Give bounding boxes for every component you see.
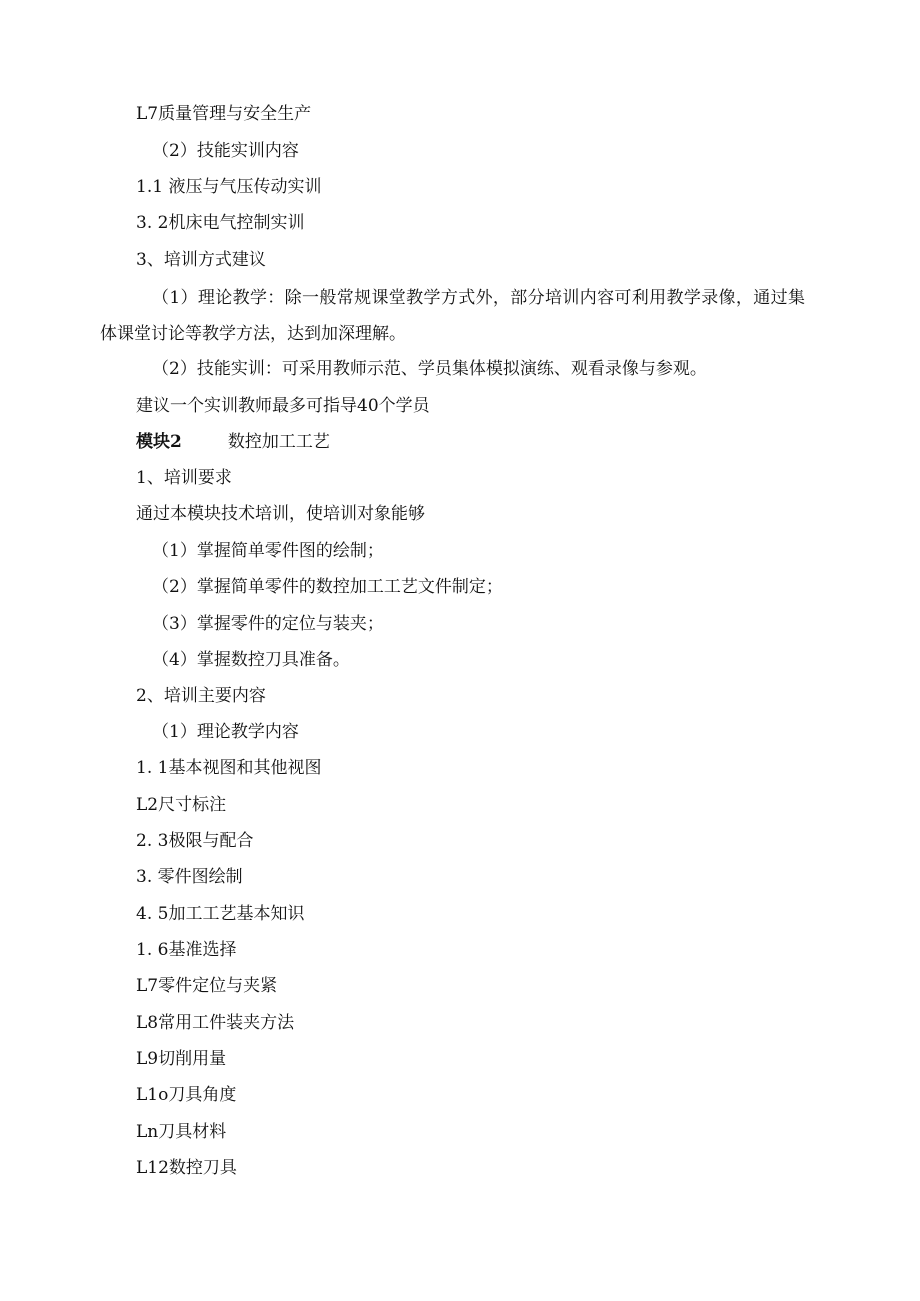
module-label: 模块2 xyxy=(136,432,182,452)
list-item: L12数控刀具 xyxy=(136,1158,237,1178)
text-line: （2）技能实训内容 xyxy=(152,141,299,161)
list-item: 3. 零件图绘制 xyxy=(136,867,243,887)
section-heading: 3、培训方式建议 xyxy=(136,250,266,270)
list-item: L7零件定位与夹紧 xyxy=(136,976,278,996)
list-item: （4）掌握数控刀具准备。 xyxy=(152,650,350,670)
paragraph: （1）理论教学：除一般常规课堂教学方式外，部分培训内容可利用教学录像，通过集体课堂讨论等教学方法，达到加深理解。 xyxy=(100,288,805,344)
list-item: （2）掌握简单零件的数控加工工艺文件制定； xyxy=(152,577,503,597)
section-heading: 1、培训要求 xyxy=(136,468,232,488)
list-item: 1. 1基本视图和其他视图 xyxy=(136,758,322,778)
list-item: L8常用工件装夹方法 xyxy=(136,1013,295,1033)
module-title: 数控加工工艺 xyxy=(227,432,330,452)
list-item: L9切削用量 xyxy=(136,1049,227,1069)
text-line: 3. 2机床电气控制实训 xyxy=(136,213,305,233)
list-item: 1. 6基准选择 xyxy=(136,940,237,960)
list-item: 4. 5加工工艺基本知识 xyxy=(136,904,305,924)
text-line: 通过本模块技术培训，使培训对象能够 xyxy=(136,504,425,524)
section-heading: 2、培训主要内容 xyxy=(136,686,266,706)
text-line: 建议一个实训教师最多可指导40个学员 xyxy=(136,396,430,416)
text-line: （2）技能实训：可采用教师示范、学员集体模拟演练、观看录像与参观。 xyxy=(152,359,707,379)
text-line: 1.1 液压与气压传动实训 xyxy=(136,177,322,197)
list-item: 2. 3极限与配合 xyxy=(136,831,254,851)
list-item: L2尺寸标注 xyxy=(136,795,227,815)
list-item: （1）掌握简单零件图的绘制； xyxy=(152,541,384,561)
list-item: Ln刀具材料 xyxy=(136,1122,227,1142)
list-item: L1o刀具角度 xyxy=(136,1085,237,1105)
module-heading xyxy=(136,431,330,453)
list-item: （3）掌握零件的定位与装夹； xyxy=(152,614,384,634)
text-line: L7质量管理与安全生产 xyxy=(136,104,312,124)
text-line: （1）理论教学内容 xyxy=(152,722,299,742)
